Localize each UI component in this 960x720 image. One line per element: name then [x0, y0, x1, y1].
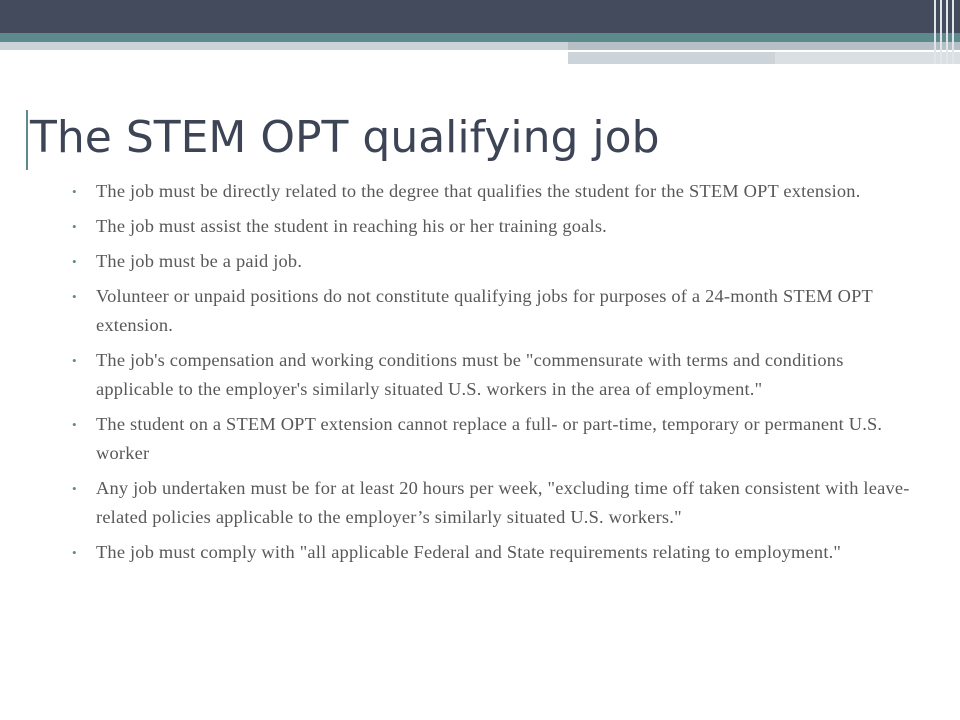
bullet-text: The job must comply with "all applicable Federal and State requirements relating to employment." — [96, 542, 842, 562]
bullet-dot-icon: • — [72, 353, 77, 368]
slide-title: The STEM OPT qualifying job — [30, 112, 660, 163]
bullet-dot-icon: • — [72, 417, 77, 432]
bullet-text: Volunteer or unpaid positions do not constitute qualifying jobs for purposes of a 24-month STEM OPT extension. — [96, 286, 873, 335]
bullet-item — [70, 177, 918, 206]
bullet-dot-icon: • — [72, 289, 77, 304]
bullet-item — [70, 212, 918, 241]
header-band-light-left — [0, 42, 568, 50]
bullet-dot-icon: • — [72, 481, 77, 496]
bullet-item — [70, 346, 918, 404]
bullet-item — [70, 247, 918, 276]
bullet-text: The job must assist the student in reaching his or her training goals. — [96, 216, 607, 236]
bullet-dot-icon: • — [72, 545, 77, 560]
header-band-dark — [0, 0, 960, 33]
bullet-item — [70, 474, 918, 532]
header-edge-stripes — [930, 0, 960, 64]
bullet-list — [70, 177, 918, 573]
bullet-dot-icon: • — [72, 184, 77, 199]
bullet-text: The job must be a paid job. — [96, 251, 303, 271]
bullet-dot-icon: • — [72, 219, 77, 234]
header-band-teal — [0, 33, 960, 42]
bullet-item — [70, 538, 918, 567]
bullet-dot-icon: • — [72, 254, 77, 269]
bullet-text: Any job undertaken must be for at least 20 hours per week, "excluding time off taken consistent with leave-related policies applicable to the employer’s similarly situated U.S. workers." — [96, 478, 910, 527]
bullet-item — [70, 282, 918, 340]
header-band-step — [568, 50, 775, 64]
header-band-light-right — [568, 42, 960, 50]
title-accent-line — [26, 110, 28, 170]
bullet-text: The student on a STEM OPT extension cannot replace a full- or part-time, temporary or permanent U.S. worker — [96, 414, 883, 463]
bullet-item — [70, 410, 918, 468]
bullet-text: The job's compensation and working conditions must be "commensurate with terms and conditions applicable to the employer's similarly situated U.S. workers in the area of employment." — [96, 350, 844, 399]
bullet-text: The job must be directly related to the degree that qualifies the student for the STEM OPT extension. — [96, 181, 861, 201]
